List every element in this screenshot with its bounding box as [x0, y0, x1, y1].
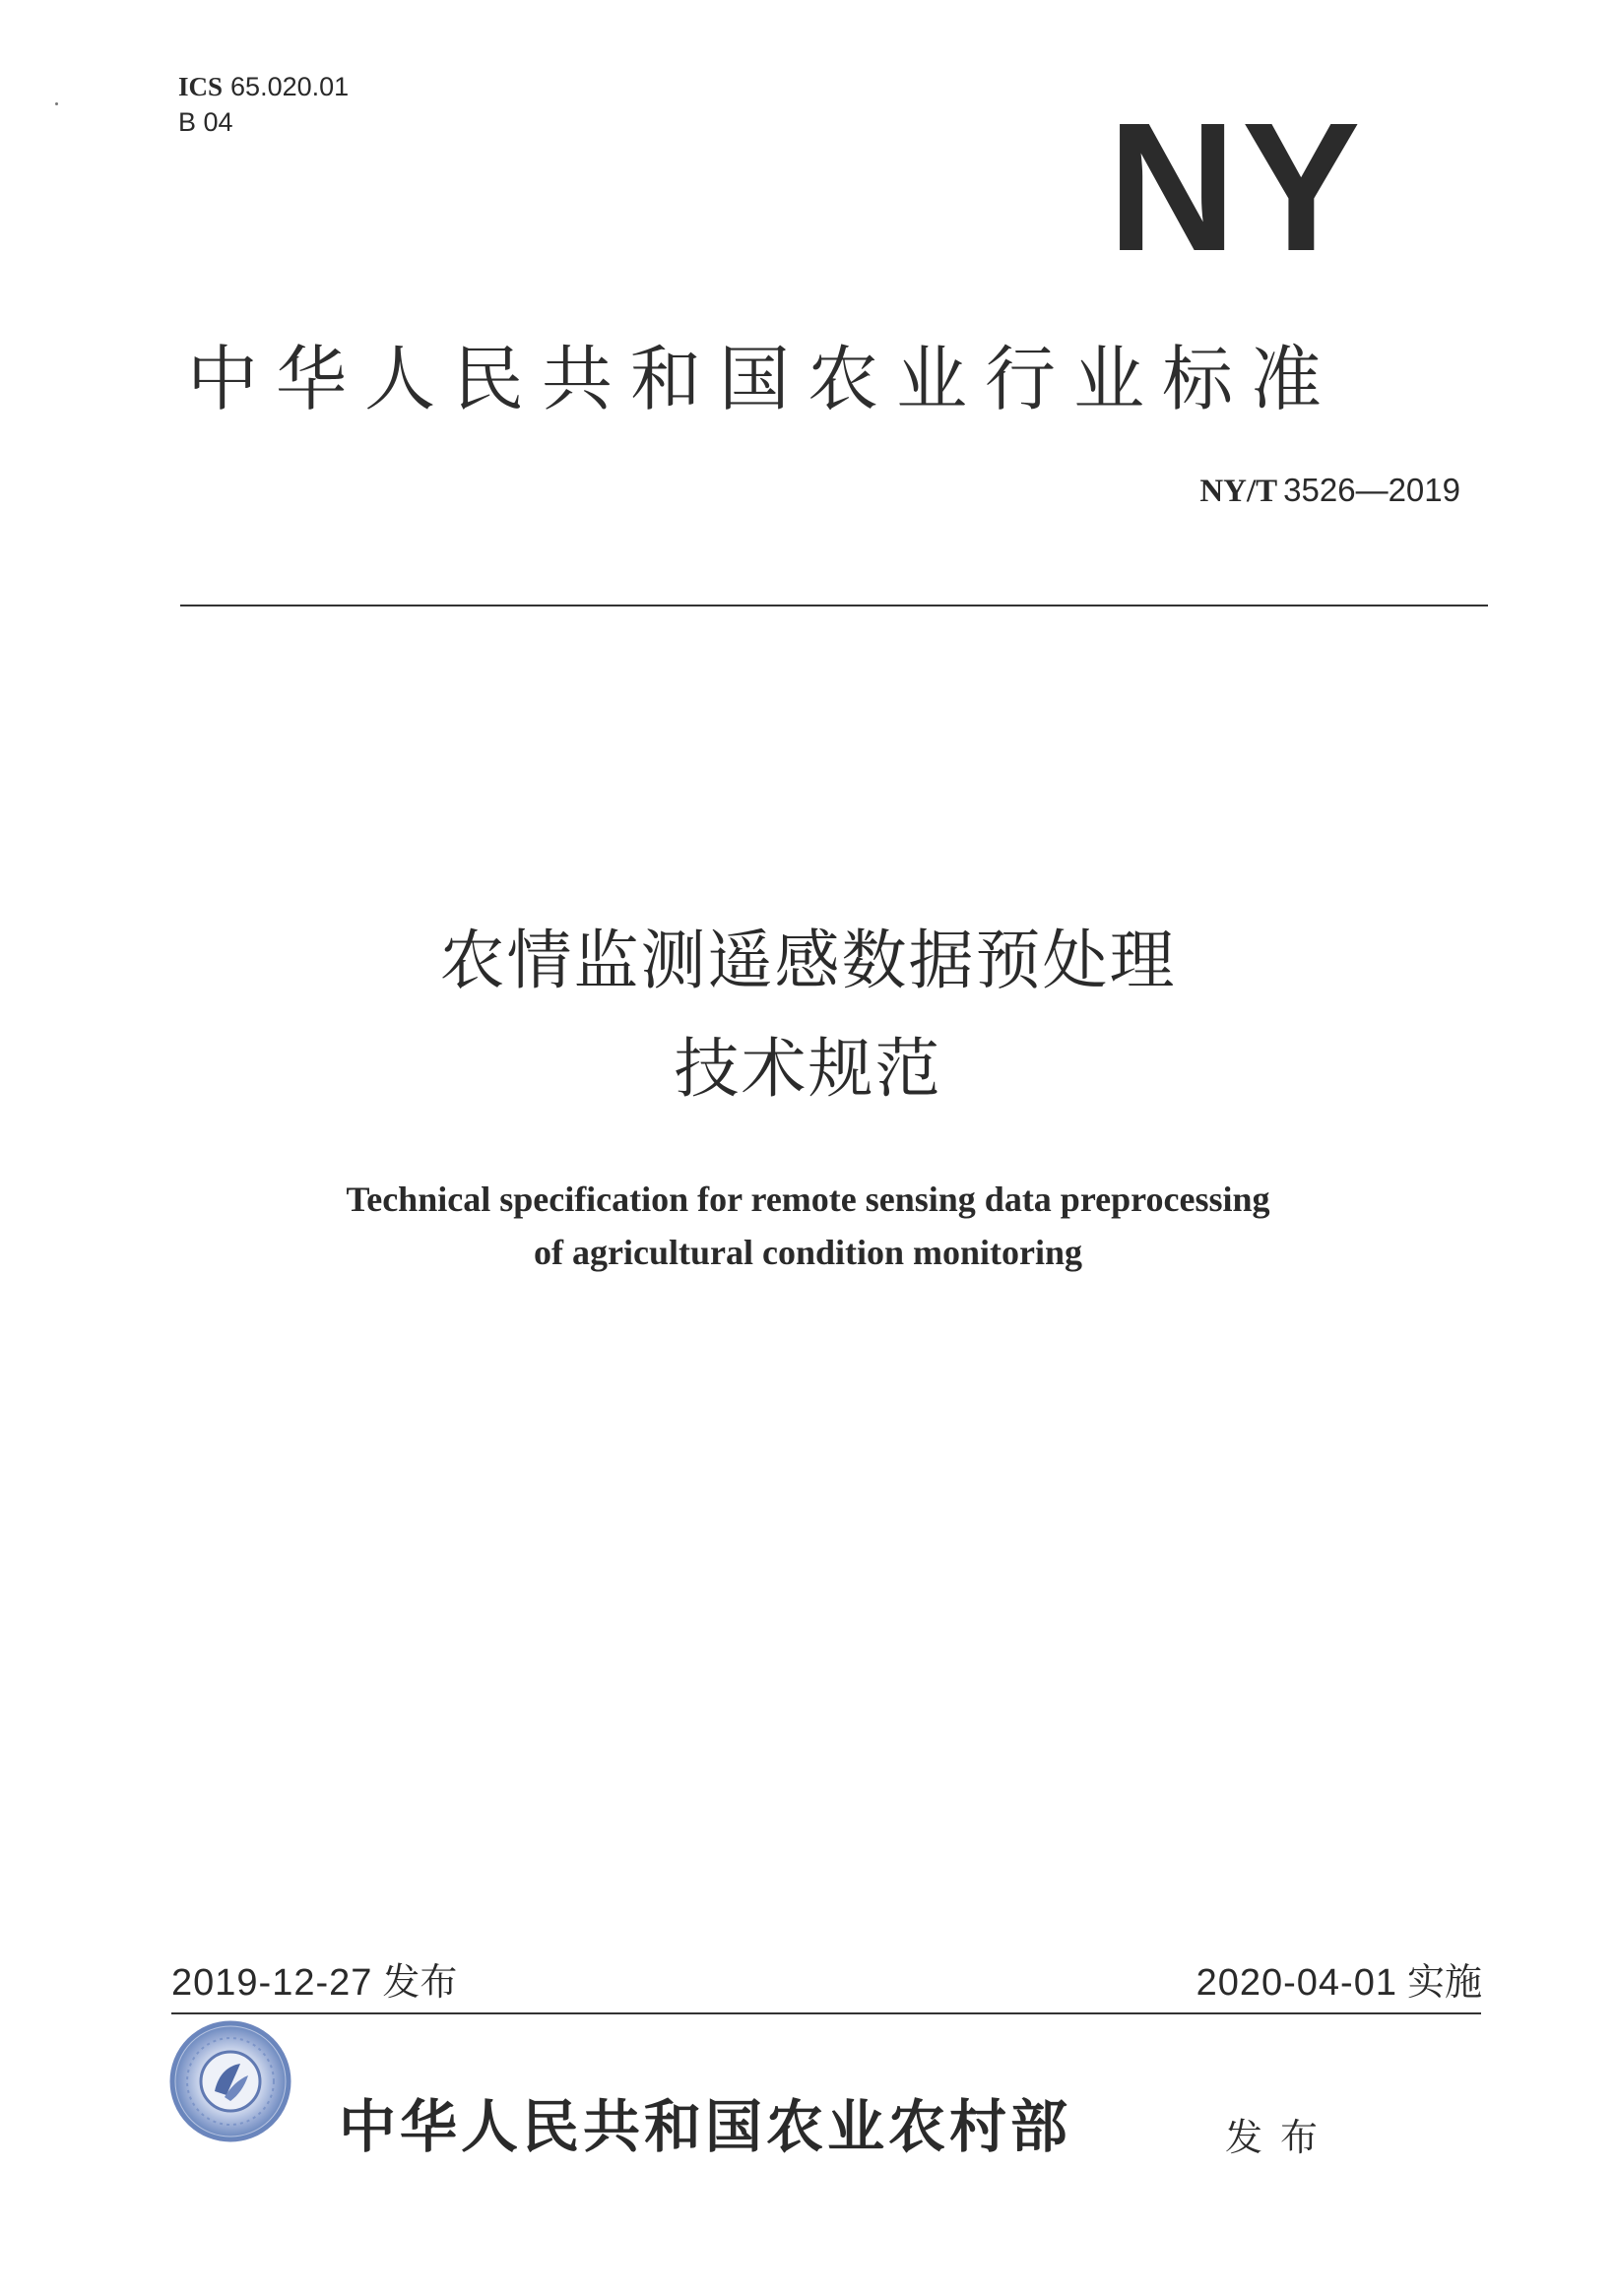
cls-code: B 04: [178, 107, 233, 137]
implementation-date-value: 2020-04-01: [1196, 1962, 1397, 2004]
standard-number-value: 3526—2019: [1283, 472, 1460, 508]
ics-label: ICS: [178, 72, 224, 101]
cls-line: [178, 104, 349, 140]
implementation-date: [1196, 1957, 1482, 2008]
ics-code: 65.020.01: [230, 72, 350, 101]
title-zh-line2: 技术规范: [674, 1031, 942, 1107]
implementation-date-label: 实施: [1406, 1960, 1482, 2004]
scan-speck: [55, 102, 58, 105]
ics-line: [178, 69, 349, 104]
bottom-divider: [171, 2012, 1481, 2014]
top-divider: [180, 605, 1488, 606]
standard-category-title: 中华人民共和国农业行业标准: [187, 338, 1340, 420]
ny-logo: NY: [1108, 86, 1367, 289]
title-en-line2: of agricultural condition monitoring: [534, 1233, 1082, 1272]
standard-number: [1199, 471, 1460, 511]
standard-number-prefix: NY/T: [1199, 474, 1278, 509]
title-en-line1: Technical specification for remote sensing data preprocessing: [346, 1180, 1270, 1219]
issue-date: [171, 1957, 457, 2008]
issue-date-value: 2019-12-27: [171, 1962, 373, 2004]
issue-date-label: 发布: [382, 1960, 458, 2004]
classification-codes: [178, 69, 349, 140]
title-zh-line1: 农情监测遥感数据预处理: [439, 923, 1177, 998]
ministry-seal-icon: [167, 2018, 293, 2144]
issuer-action: 发布: [1225, 2116, 1336, 2159]
issuer-name: 中华人民共和国农业农村部: [339, 2093, 1072, 2160]
